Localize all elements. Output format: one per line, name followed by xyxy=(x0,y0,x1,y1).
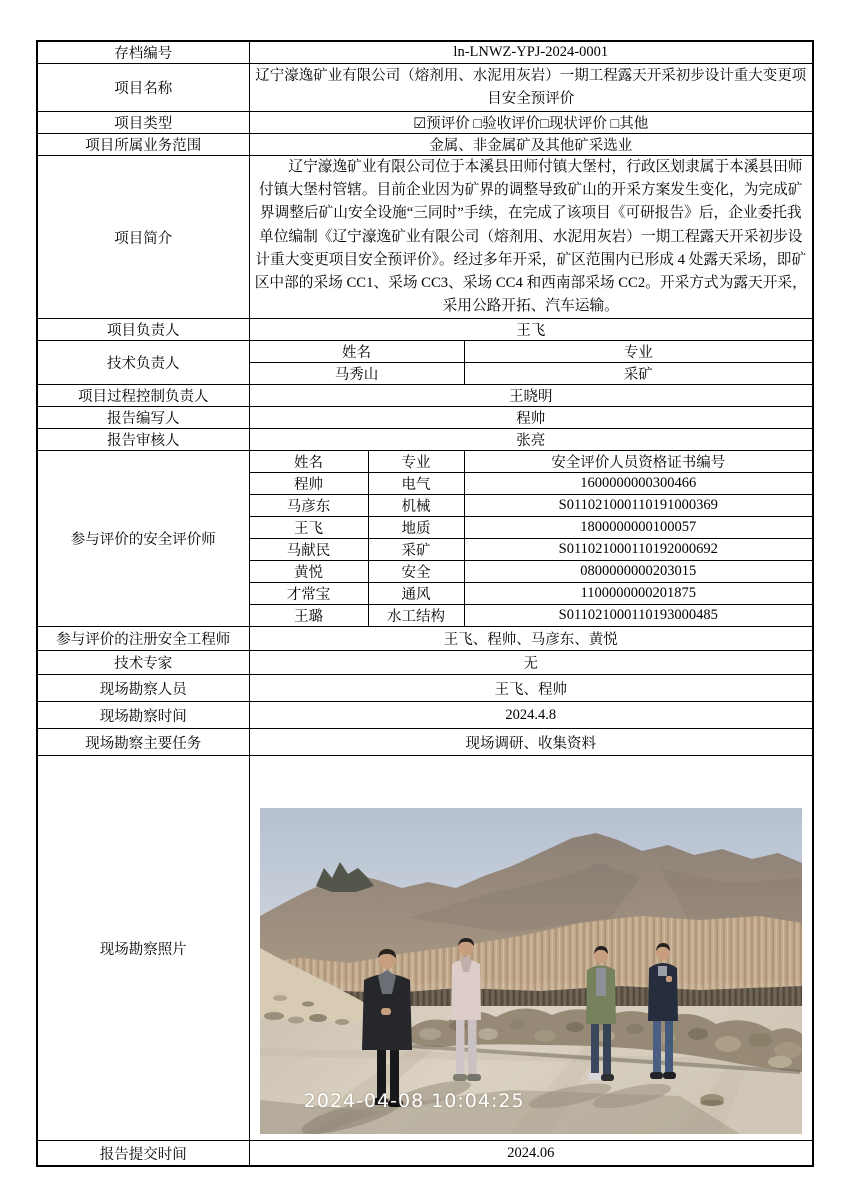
archive-label: 存档编号 xyxy=(37,41,249,64)
business-scope-label: 项目所属业务范围 xyxy=(37,134,249,156)
project-leader-value: 王飞 xyxy=(249,319,813,341)
evaluator-cert: 1800000000100057 xyxy=(464,517,813,539)
tech-experts-value: 无 xyxy=(249,651,813,675)
evaluators-header-name: 姓名 xyxy=(249,451,368,473)
project-intro-text: 辽宁濠逸矿业有限公司位于本溪县田师付镇大堡村，行政区划隶属于本溪县田师付镇大堡村管辖。目前企业因为矿界的调整导致矿山的开采方案发生变化，为完成矿界调整后矿山安全设施“三同时”手续，在完成了该项目《可研报告》后，企业委托我单位编制《辽宁濠逸矿业有限公司（熔剂用、水泥用灰岩）一期工程露天开采初步设计重大变更项目安全预评价》。经过多年开采，矿区范围内已形成 4 处露天采场，即矿区中部的采场 CC1、采场 CC3、采场 CC4 和西南部采场 CC2。开采方式为露天开采，采用公路开拓、汽车运输。 xyxy=(249,156,813,319)
evaluator-major: 机械 xyxy=(368,495,464,517)
tech-experts-label: 技术专家 xyxy=(37,651,249,675)
evaluator-name: 马献民 xyxy=(249,539,368,561)
process-control-value: 王晓明 xyxy=(249,385,813,407)
evaluator-major: 水工结构 xyxy=(368,605,464,627)
evaluator-cert: S011021000110191000369 xyxy=(464,495,813,517)
survey-staff-label: 现场勘察人员 xyxy=(37,675,249,702)
report-reviewer-value: 张亮 xyxy=(249,429,813,451)
report-reviewer-label: 报告审核人 xyxy=(37,429,249,451)
process-control-label: 项目过程控制负责人 xyxy=(37,385,249,407)
project-leader-label: 项目负责人 xyxy=(37,319,249,341)
survey-date-label: 现场勘察时间 xyxy=(37,702,249,729)
registered-engineers-value: 王飞、程帅、马彦东、黄悦 xyxy=(249,627,813,651)
project-record-table xyxy=(36,40,814,1167)
site-photo-graphic xyxy=(260,808,802,1134)
report-submit-value: 2024.06 xyxy=(249,1141,813,1166)
evaluator-name: 程帅 xyxy=(249,473,368,495)
evaluator-major: 通风 xyxy=(368,583,464,605)
evaluator-name: 才常宝 xyxy=(249,583,368,605)
business-scope-value: 金属、非金属矿及其他矿采选业 xyxy=(249,134,813,156)
evaluator-name: 黄悦 xyxy=(249,561,368,583)
survey-tasks-value: 现场调研、收集资料 xyxy=(249,729,813,756)
evaluator-cert: S011021000110193000485 xyxy=(464,605,813,627)
archive-value: ln-LNWZ-YPJ-2024-0001 xyxy=(249,41,813,64)
report-writer-label: 报告编写人 xyxy=(37,407,249,429)
tech-leader-major: 采矿 xyxy=(464,363,813,385)
evaluator-major: 采矿 xyxy=(368,539,464,561)
tech-leader-label: 技术负责人 xyxy=(37,341,249,385)
evaluator-cert: 1600000000300466 xyxy=(464,473,813,495)
survey-date-value: 2024.4.8 xyxy=(249,702,813,729)
tech-leader-major-header: 专业 xyxy=(464,341,813,363)
tech-leader-name-header: 姓名 xyxy=(249,341,464,363)
report-submit-label: 报告提交时间 xyxy=(37,1141,249,1166)
evaluators-label: 参与评价的安全评价师 xyxy=(37,451,249,627)
evaluator-name: 马彦东 xyxy=(249,495,368,517)
evaluator-name: 王飞 xyxy=(249,517,368,539)
evaluator-major: 安全 xyxy=(368,561,464,583)
evaluator-cert: 0800000000203015 xyxy=(464,561,813,583)
evaluator-cert: S011021000110192000692 xyxy=(464,539,813,561)
photo-timestamp: 2024-04-08 10:04:25 xyxy=(303,1090,525,1113)
registered-engineers-label: 参与评价的注册安全工程师 xyxy=(37,627,249,651)
evaluator-major: 地质 xyxy=(368,517,464,539)
survey-staff-value: 王飞、程帅 xyxy=(249,675,813,702)
tech-leader-name: 马秀山 xyxy=(249,363,464,385)
project-type-label: 项目类型 xyxy=(37,112,249,134)
project-intro-label: 项目简介 xyxy=(37,156,249,319)
evaluator-name: 王璐 xyxy=(249,605,368,627)
evaluator-cert: 1100000000201875 xyxy=(464,583,813,605)
site-photo xyxy=(260,808,802,1134)
survey-tasks-label: 现场勘察主要任务 xyxy=(37,729,249,756)
survey-photo-label: 现场勘察照片 xyxy=(37,756,249,1141)
survey-photo-cell xyxy=(249,756,813,1141)
project-name-label: 项目名称 xyxy=(37,64,249,112)
report-writer-value: 程帅 xyxy=(249,407,813,429)
evaluators-header-cert: 安全评价人员资格证书编号 xyxy=(464,451,813,473)
evaluator-major: 电气 xyxy=(368,473,464,495)
evaluators-header-major: 专业 xyxy=(368,451,464,473)
project-name-value: 辽宁濠逸矿业有限公司（熔剂用、水泥用灰岩）一期工程露天开采初步设计重大变更项目安全预评价 xyxy=(249,64,813,112)
project-type-checkboxes: ☑预评价 □验收评价□现状评价 □其他 xyxy=(249,112,813,134)
